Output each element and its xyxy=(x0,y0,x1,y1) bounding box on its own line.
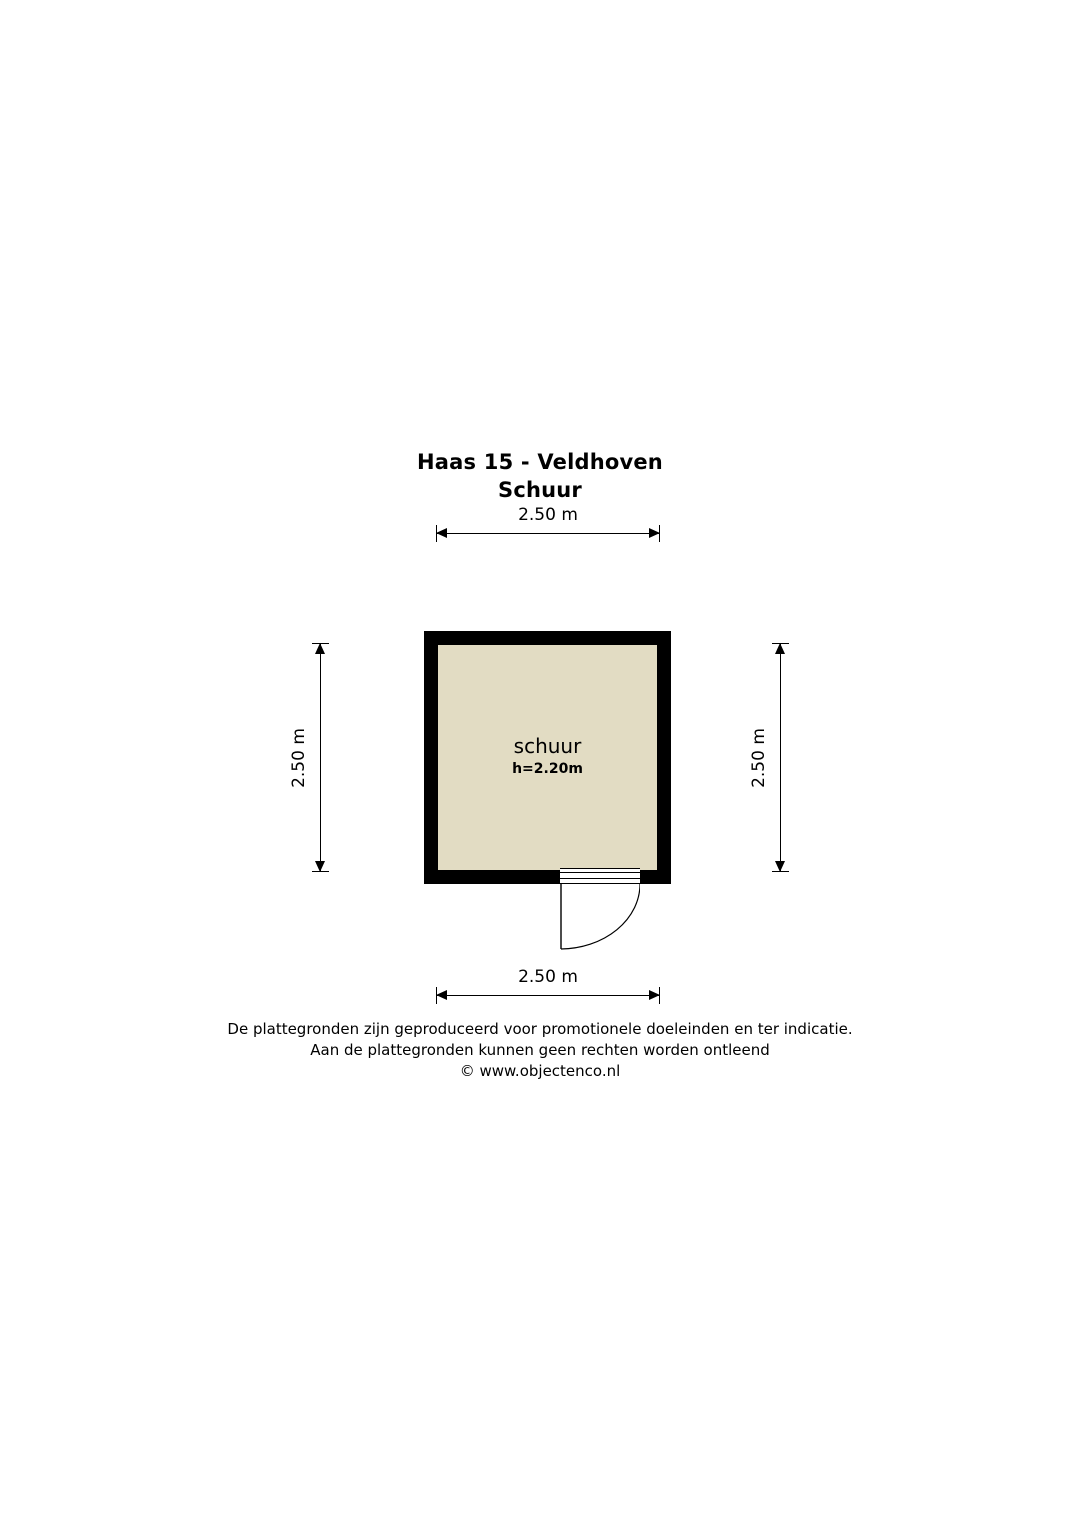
floor-plan xyxy=(424,631,671,884)
dimension-top-arrow-right-icon xyxy=(649,528,660,538)
dimension-left xyxy=(290,643,336,872)
dimension-top-arrow-left-icon xyxy=(436,528,447,538)
door-leaf-line-2 xyxy=(560,878,640,879)
footer-line-2: Aan de plattegronden kunnen geen rechten worden ontleend xyxy=(310,1041,770,1059)
dimension-right-arrow-bottom-icon xyxy=(775,861,785,872)
dimension-left-arrow-top-icon xyxy=(315,643,325,654)
title-subtitle: Schuur xyxy=(498,478,582,502)
dimension-right-label: 2.50 m xyxy=(749,727,769,788)
dimension-bottom-line xyxy=(436,995,660,996)
dimension-bottom-arrow-left-icon xyxy=(436,990,447,1000)
dimension-right xyxy=(750,643,796,872)
footer-line-1: De plattegronden zijn geproduceerd voor promotionele doeleinden en ter indicatie. xyxy=(227,1020,853,1038)
dimension-bottom xyxy=(436,967,660,1007)
dimension-left-label: 2.50 m xyxy=(289,727,309,788)
door-opening xyxy=(560,868,640,884)
dimension-bottom-arrow-right-icon xyxy=(649,990,660,1000)
dimension-top xyxy=(436,505,660,545)
dimension-bottom-label: 2.50 m xyxy=(518,967,578,987)
footer-disclaimer xyxy=(0,1019,1080,1082)
dimension-top-line xyxy=(436,533,660,534)
footer-copyright: © www.objectenco.nl xyxy=(459,1062,621,1080)
room-label-schuur xyxy=(424,733,671,779)
dimension-top-label: 2.50 m xyxy=(518,505,578,525)
page-title xyxy=(0,448,1080,504)
room-ceiling-height: h=2.20m xyxy=(512,761,583,777)
room-name: schuur xyxy=(513,734,582,758)
door-swing-arc xyxy=(560,884,640,951)
dimension-right-arrow-top-icon xyxy=(775,643,785,654)
door-leaf-line-1 xyxy=(560,872,640,873)
dimension-left-line xyxy=(320,643,321,872)
title-address: Haas 15 - Veldhoven xyxy=(417,450,663,474)
dimension-left-arrow-bottom-icon xyxy=(315,861,325,872)
dimension-right-line xyxy=(780,643,781,872)
